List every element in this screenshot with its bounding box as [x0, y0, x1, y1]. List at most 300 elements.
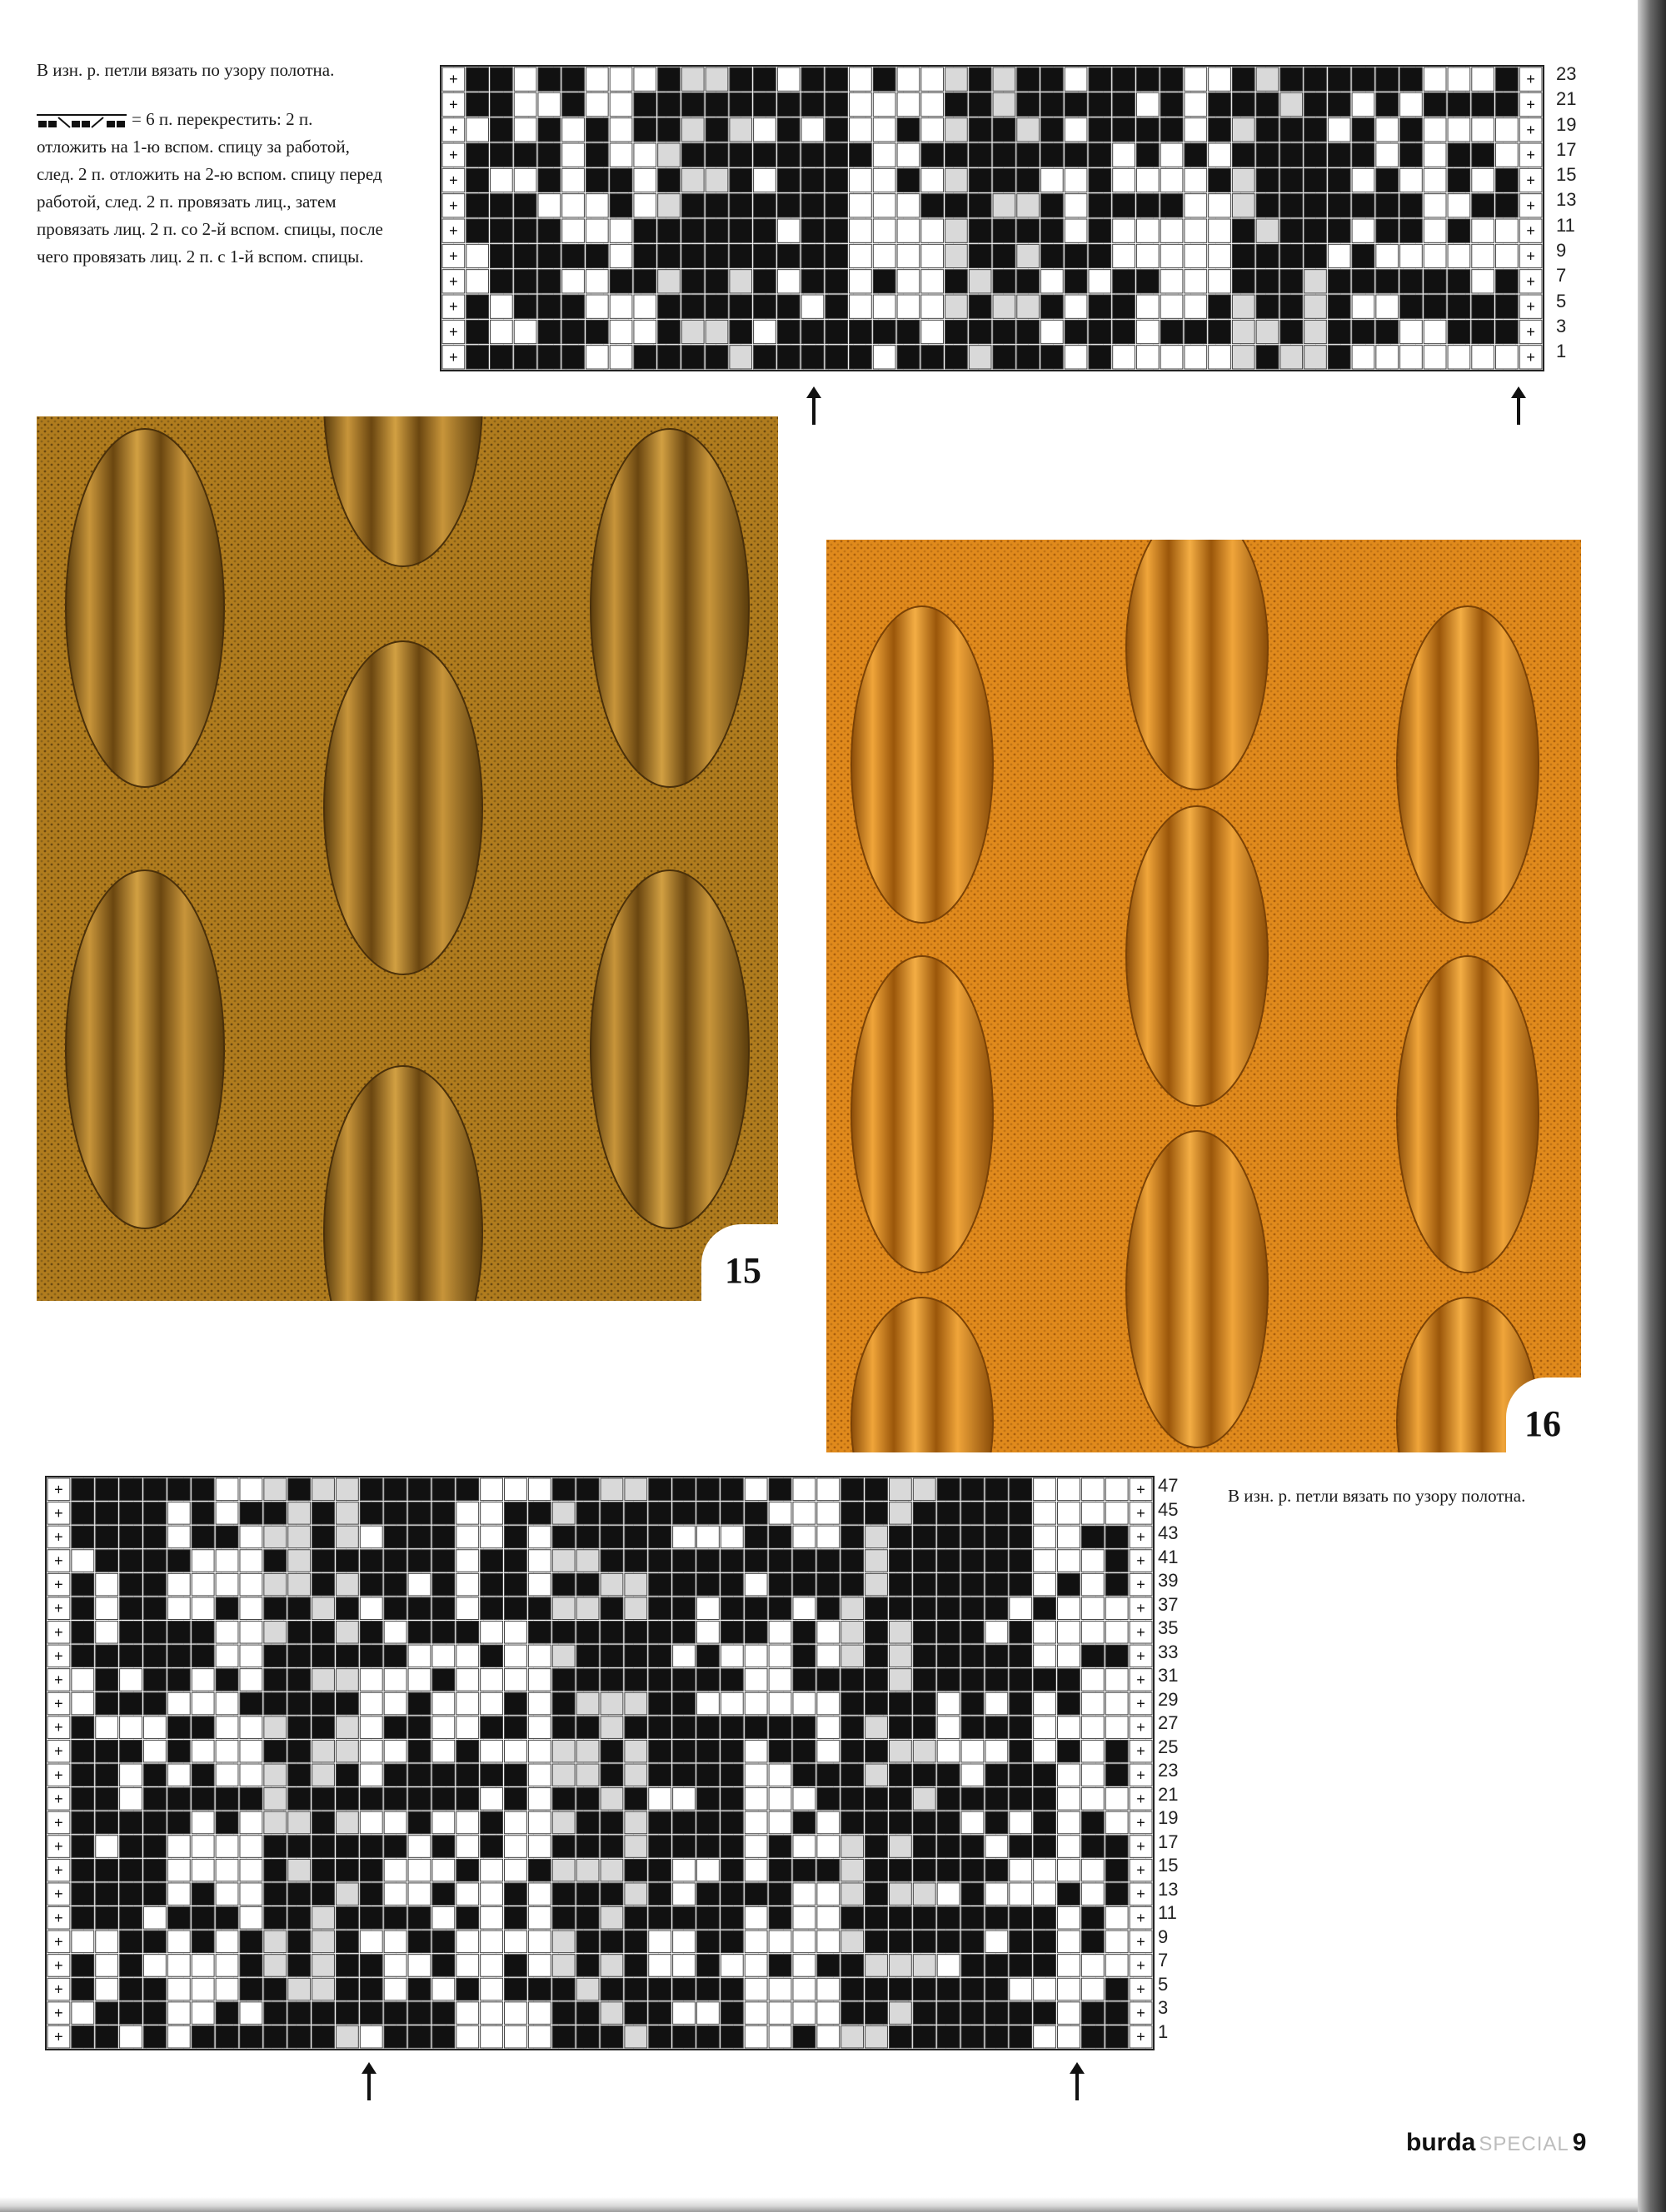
chart-cell — [658, 320, 681, 343]
chart-cell — [634, 219, 656, 242]
chart-cell — [576, 1836, 599, 1858]
chart-cell — [408, 1788, 431, 1811]
chart-cell — [240, 1478, 262, 1501]
chart-cell — [721, 1502, 743, 1525]
chart-cell — [1448, 244, 1470, 267]
chart-cell — [552, 1550, 575, 1572]
chart-cell — [745, 1883, 767, 1906]
chart-cell — [192, 1669, 214, 1691]
chart-cell — [1010, 1716, 1032, 1739]
edge-stitch-plus-icon: + — [1136, 1481, 1145, 1498]
chart-cell — [897, 320, 920, 343]
chart-cell — [1065, 118, 1087, 142]
chart-cell — [850, 118, 872, 142]
chart-cell — [481, 1788, 503, 1811]
chart-cell — [1081, 1478, 1104, 1501]
chart-cell — [993, 118, 1015, 142]
chart-cell — [961, 1788, 984, 1811]
chart-cell — [865, 1478, 888, 1501]
chart-cell — [264, 2025, 287, 2048]
chart-cell — [514, 270, 536, 293]
chart-cell — [1352, 168, 1374, 192]
chart-cell — [985, 1716, 1008, 1739]
chart-cell — [1040, 320, 1063, 343]
chart-cell — [721, 1692, 743, 1715]
chart-cell — [576, 1811, 599, 1834]
chart-cell — [865, 1788, 888, 1811]
chart-cell — [961, 1597, 984, 1620]
chart-cell — [889, 1526, 911, 1548]
chart-cell — [945, 118, 968, 142]
chart-cell — [897, 67, 920, 91]
chart-cell — [1034, 1764, 1056, 1786]
chart-cell — [634, 346, 656, 369]
chart-cell — [1065, 346, 1087, 369]
edge-stitch-plus-icon: + — [1526, 172, 1535, 189]
chart-cell — [1089, 118, 1111, 142]
chart-cell — [456, 1931, 479, 1953]
chart-cell — [528, 1716, 551, 1739]
chart-cell — [167, 1502, 190, 1525]
chart-cell — [745, 1622, 767, 1644]
chart-cell — [120, 1597, 142, 1620]
chart-cell — [552, 1622, 575, 1644]
chart-cell — [336, 2025, 358, 2048]
chart-cell — [1160, 219, 1183, 242]
chart-row-label: 47 — [1158, 1475, 1179, 1496]
chart-cell — [985, 2025, 1008, 2048]
chart-cell — [360, 1955, 382, 1977]
chart-cell — [841, 1573, 864, 1596]
chart-cell — [793, 1907, 816, 1930]
chart-cell — [408, 1550, 431, 1572]
chart-cell — [913, 1978, 935, 2000]
chart-cell — [96, 1978, 118, 2000]
chart-cell — [432, 1859, 455, 1881]
chart-cell — [1160, 346, 1183, 369]
chart-cell — [826, 194, 848, 217]
chart-cell — [673, 1907, 696, 1930]
chart-cell — [673, 1859, 696, 1881]
chart-cell — [1496, 67, 1519, 91]
chart-cell — [1040, 295, 1063, 318]
chart-cell — [1232, 295, 1254, 318]
chart-cell — [312, 2002, 335, 2025]
chart-cell — [777, 194, 800, 217]
chart-cell — [120, 1669, 142, 1691]
chart-cell — [264, 1645, 287, 1667]
chart-cell — [634, 118, 656, 142]
chart-cell — [801, 244, 824, 267]
chart-cell — [481, 1740, 503, 1762]
chart-cell — [538, 219, 561, 242]
chart-cell — [601, 1955, 623, 1977]
chart-cell — [921, 168, 944, 192]
chart-cell — [120, 2002, 142, 2025]
chart-cell — [793, 1859, 816, 1881]
chart-cell — [1256, 219, 1279, 242]
chart-cell — [1081, 1883, 1104, 1906]
chart-cell — [826, 143, 848, 167]
chart-cell — [625, 2002, 647, 2025]
chart-cell — [696, 1502, 719, 1525]
chart-cell — [1105, 2002, 1128, 2025]
chart-cell — [1424, 92, 1446, 116]
chart-cell — [552, 1788, 575, 1811]
chart-cell — [1017, 346, 1040, 369]
chart-row-label: 21 — [1556, 88, 1577, 110]
chart-cell — [721, 1740, 743, 1762]
chart-cell — [601, 1645, 623, 1667]
chart-cell — [1017, 270, 1040, 293]
chart-cell — [408, 1740, 431, 1762]
chart-cell — [1105, 1907, 1128, 1930]
chart-cell — [360, 1645, 382, 1667]
chart-cell — [216, 1788, 238, 1811]
edge-stitch-plus-icon: + — [1136, 2005, 1145, 2022]
chart-cell — [384, 1573, 407, 1596]
chart-cell — [1058, 1550, 1080, 1572]
chart-cell — [1113, 346, 1135, 369]
chart-cell — [865, 1692, 888, 1715]
chart-cell — [993, 295, 1015, 318]
chart-cell — [1304, 118, 1327, 142]
chart-cell — [841, 1622, 864, 1644]
chart-cell — [167, 1883, 190, 1906]
chart-cell — [456, 1597, 479, 1620]
chart-cell — [456, 1859, 479, 1881]
chart-cell — [817, 1883, 840, 1906]
chart-row-label: 45 — [1158, 1498, 1179, 1520]
chart-cell — [658, 244, 681, 267]
chart-cell — [649, 1836, 671, 1858]
chart-cell — [1400, 244, 1423, 267]
chart-cell — [706, 270, 728, 293]
chart-cell — [841, 1526, 864, 1548]
chart-cell — [552, 1478, 575, 1501]
chart-cell — [1496, 118, 1519, 142]
arrow-up-icon — [1506, 386, 1531, 425]
chart-cell — [120, 1883, 142, 1906]
chart-cell — [432, 1526, 455, 1548]
chart-bottom-grid — [47, 1477, 1153, 2049]
chart-cell — [1017, 118, 1040, 142]
chart-cell — [681, 67, 704, 91]
chart-cell — [288, 1526, 311, 1548]
chart-cell — [721, 1859, 743, 1881]
chart-cell — [817, 1811, 840, 1834]
chart-cell — [873, 295, 895, 318]
chart-cell — [1040, 244, 1063, 267]
chart-cell — [873, 67, 895, 91]
chart-cell — [288, 1788, 311, 1811]
chart-row-label: 23 — [1556, 63, 1577, 84]
edge-stitch-plus-icon: + — [54, 1956, 63, 1974]
chart-cell — [120, 1573, 142, 1596]
chart-cell — [143, 1550, 166, 1572]
chart-cell — [505, 1669, 527, 1691]
chart-cell — [1058, 1883, 1080, 1906]
chart-cell — [696, 1526, 719, 1548]
chart-cell — [696, 1740, 719, 1762]
chart-cell — [1209, 67, 1231, 91]
chart-cell — [192, 1645, 214, 1667]
chart-cell — [601, 1764, 623, 1786]
chart-cell — [432, 1502, 455, 1525]
chart-cell — [192, 1788, 214, 1811]
chart-cell — [769, 1669, 791, 1691]
chart-cell — [432, 1978, 455, 2000]
chart-cell — [1304, 168, 1327, 192]
chart-cell — [601, 1931, 623, 1953]
chart-cell — [120, 1526, 142, 1548]
chart-cell — [1328, 295, 1350, 318]
chart-cell — [1328, 168, 1350, 192]
edge-stitch-plus-icon: + — [1136, 1980, 1145, 1998]
chart-cell — [552, 1669, 575, 1691]
chart-cell — [721, 1526, 743, 1548]
edge-stitch-plus-icon: + — [1136, 1861, 1145, 1879]
chart-top-grid — [441, 67, 1543, 370]
chart-cell — [937, 1955, 960, 1977]
edge-stitch-plus-icon: + — [449, 172, 458, 189]
chart-cell — [601, 1597, 623, 1620]
chart-cell — [696, 1692, 719, 1715]
swatch-16-number: 16 — [1524, 1403, 1561, 1444]
chart-cell — [167, 1955, 190, 1977]
chart-cell — [601, 1526, 623, 1548]
chart-cell — [913, 1811, 935, 1834]
chart-cell — [96, 1931, 118, 1953]
chart-cell — [528, 1692, 551, 1715]
chart-cell — [769, 1883, 791, 1906]
chart-cell — [1496, 244, 1519, 267]
chart-cell — [841, 1740, 864, 1762]
chart-cell — [96, 1573, 118, 1596]
chart-cell — [1105, 1622, 1128, 1644]
chart-cell — [873, 244, 895, 267]
chart-cell — [1304, 295, 1327, 318]
chart-cell — [1040, 219, 1063, 242]
chart-cell — [610, 143, 632, 167]
chart-cell — [1105, 1978, 1128, 2000]
chart-cell — [96, 1740, 118, 1762]
chart-cell — [985, 1740, 1008, 1762]
chart-cell — [1034, 1931, 1056, 1953]
chart-cell — [1058, 1716, 1080, 1739]
chart-cell — [801, 143, 824, 167]
chart-row-label: 29 — [1158, 1688, 1179, 1710]
chart-cell — [466, 168, 489, 192]
chart-cell — [576, 1526, 599, 1548]
chart-cell — [706, 67, 728, 91]
chart-cell — [793, 2002, 816, 2025]
chart-cell — [1232, 194, 1254, 217]
chart-cell — [1185, 67, 1207, 91]
chart-cell — [850, 270, 872, 293]
instruction-top-p2 — [37, 106, 383, 271]
chart-cell — [1136, 346, 1159, 369]
chart-cell — [625, 1955, 647, 1977]
chart-cell — [1304, 320, 1327, 343]
chart-cell — [1113, 168, 1135, 192]
chart-cell — [240, 1692, 262, 1715]
chart-cell — [481, 1597, 503, 1620]
chart-cell — [1496, 270, 1519, 293]
chart-cell — [841, 1931, 864, 1953]
chart-cell — [696, 1931, 719, 1953]
chart-cell — [408, 1907, 431, 1930]
chart-cell — [384, 1788, 407, 1811]
chart-cell — [456, 1836, 479, 1858]
chart-cell — [1113, 194, 1135, 217]
chart-cell — [456, 1907, 479, 1930]
chart-cell — [1010, 1788, 1032, 1811]
chart-cell — [865, 1931, 888, 1953]
chart-cell — [1105, 1883, 1128, 1906]
chart-cell — [1352, 346, 1374, 369]
chart-cell — [1160, 244, 1183, 267]
chart-cell — [336, 1883, 358, 1906]
chart-cell — [264, 1502, 287, 1525]
chart-cell — [288, 1716, 311, 1739]
chart-cell — [432, 2002, 455, 2025]
chart-cell — [913, 2025, 935, 2048]
chart-cell — [576, 1907, 599, 1930]
chart-cell — [945, 346, 968, 369]
chart-cell — [649, 1764, 671, 1786]
chart-cell — [1136, 270, 1159, 293]
chart-cell — [1081, 1955, 1104, 1977]
chart-cell — [192, 1836, 214, 1858]
chart-cell — [466, 92, 489, 116]
chart-cell — [1256, 67, 1279, 91]
chart-cell — [312, 1764, 335, 1786]
chart-cell — [889, 1550, 911, 1572]
chart-cell — [240, 1978, 262, 2000]
chart-cell — [969, 346, 991, 369]
chart-cell — [143, 1859, 166, 1881]
chart-cell — [913, 1716, 935, 1739]
chart-cell — [841, 1669, 864, 1691]
chart-cell — [384, 1550, 407, 1572]
chart-cell — [1448, 92, 1470, 116]
chart-cell — [826, 67, 848, 91]
chart-cell — [505, 1907, 527, 1930]
chart-cell — [456, 1502, 479, 1525]
chart-cell — [1232, 168, 1254, 192]
chart-cell — [610, 92, 632, 116]
chart-cell — [889, 2025, 911, 2048]
chart-cell — [264, 1597, 287, 1620]
chart-cell — [384, 2002, 407, 2025]
chart-cell — [1081, 1550, 1104, 1572]
chart-cell — [72, 1692, 94, 1715]
chart-cell — [1472, 92, 1494, 116]
chart-cell — [601, 1573, 623, 1596]
chart-cell — [576, 1478, 599, 1501]
chart-cell — [745, 1907, 767, 1930]
chart-cell — [456, 1526, 479, 1548]
chart-cell — [865, 2002, 888, 2025]
chart-cell — [384, 1716, 407, 1739]
chart-cell — [96, 1669, 118, 1691]
chart-cell — [264, 1692, 287, 1715]
chart-cell — [793, 1931, 816, 1953]
instructions-right — [1228, 1482, 1594, 1510]
chart-cell — [143, 1788, 166, 1811]
chart-cell — [586, 219, 608, 242]
chart-cell — [681, 194, 704, 217]
scan-edge — [1638, 0, 1666, 2212]
chart-cell — [1232, 92, 1254, 116]
chart-cell — [865, 1764, 888, 1786]
chart-cell — [658, 67, 681, 91]
chart-cell — [945, 92, 968, 116]
chart-cell — [466, 219, 489, 242]
chart-cell — [72, 1716, 94, 1739]
logo-special: SPECIAL — [1479, 2133, 1569, 2155]
chart-cell — [360, 1788, 382, 1811]
chart-cell — [1280, 168, 1303, 192]
chart-cell — [143, 1502, 166, 1525]
chart-cell — [681, 168, 704, 192]
chart-cell — [528, 1788, 551, 1811]
edge-stitch-plus-icon: + — [1136, 1623, 1145, 1641]
edge-stitch-plus-icon: + — [1136, 1742, 1145, 1760]
chart-cell — [961, 1550, 984, 1572]
chart-cell — [769, 1931, 791, 1953]
chart-cell — [96, 1907, 118, 1930]
chart-cell — [1010, 2025, 1032, 2048]
chart-cell — [1304, 194, 1327, 217]
chart-cell — [408, 1931, 431, 1953]
chart-cell — [143, 1883, 166, 1906]
chart-cell — [72, 1550, 94, 1572]
chart-cell — [143, 2025, 166, 2048]
chart-cell — [625, 1740, 647, 1762]
chart-cell — [745, 1550, 767, 1572]
chart-cell — [408, 1978, 431, 2000]
chart-cell — [1010, 1931, 1032, 1953]
chart-cell — [649, 1907, 671, 1930]
chart-cell — [921, 244, 944, 267]
chart-cell — [216, 2025, 238, 2048]
chart-cell — [865, 1907, 888, 1930]
chart-cell — [96, 1811, 118, 1834]
chart-cell — [730, 143, 752, 167]
chart-cell — [1081, 1573, 1104, 1596]
chart-cell — [1185, 270, 1207, 293]
edge-stitch-plus-icon: + — [1136, 1600, 1145, 1617]
chart-cell — [528, 1859, 551, 1881]
chart-cell — [993, 67, 1015, 91]
chart-cell — [601, 1740, 623, 1762]
chart-cell — [1304, 219, 1327, 242]
chart-cell — [658, 295, 681, 318]
chart-cell — [538, 194, 561, 217]
chart-cell — [1304, 346, 1327, 369]
chart-cell — [408, 2002, 431, 2025]
chart-cell — [1232, 244, 1254, 267]
chart-cell — [1328, 270, 1350, 293]
chart-cell — [696, 1573, 719, 1596]
edge-stitch-plus-icon: + — [1526, 121, 1535, 138]
chart-cell — [865, 1716, 888, 1739]
chart-cell — [586, 346, 608, 369]
edge-stitch-plus-icon: + — [54, 1481, 63, 1498]
chart-cell — [841, 2002, 864, 2025]
